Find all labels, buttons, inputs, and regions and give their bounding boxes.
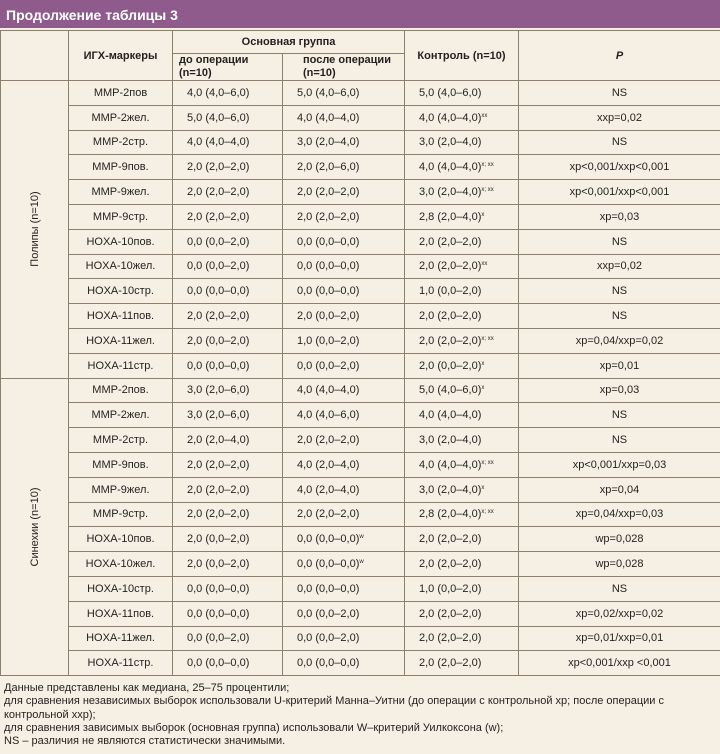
group-label-text: Синехии (n=10) (28, 487, 41, 567)
before-value: 3,0 (2,0–6,0) (187, 409, 250, 422)
marker-text: HOXA-10жел. (85, 260, 156, 273)
after-value: 4,0 (2,0–4,0) (297, 458, 360, 471)
after-cell (283, 403, 405, 428)
control-superscript: x (481, 360, 485, 367)
p-value: xp<0,001/xxp <0,001 (568, 657, 671, 670)
before-cell (173, 403, 283, 428)
control-cell (405, 105, 519, 130)
p-value: xp=0,04/xxp=0,03 (575, 508, 664, 521)
control-superscript: xx (481, 261, 488, 268)
note-line: для сравнения зависимых выборок (основная группа) использовали W–критерий Уилкоксона (w); (4, 721, 504, 734)
p-value: xp<0,001/xxp=0,03 (572, 458, 667, 471)
after-cell (283, 328, 405, 353)
marker-text: MMP-2жел. (91, 409, 150, 422)
after-value: 5,0 (4,0–6,0) (297, 86, 360, 99)
marker-cell (69, 452, 173, 477)
after-cell (283, 180, 405, 205)
control-value: 2,0 (2,0–2,0) (419, 632, 482, 645)
header-empty (1, 31, 69, 81)
marker-cell (69, 403, 173, 428)
table-row (1, 527, 720, 552)
before-value: 2,0 (2,0–2,0) (187, 310, 250, 323)
marker-text: HOXA-10пов. (86, 235, 155, 248)
marker-text: MMP-2пов (93, 86, 148, 99)
before-value: 2,0 (2,0–2,0) (187, 458, 250, 471)
header-main-group: Основная группа (173, 31, 405, 54)
after-value: 0,0 (0,0–0,0) (297, 533, 360, 546)
control-value: 2,0 (2,0–2,0) (419, 607, 482, 620)
p-cell (519, 601, 720, 626)
marker-text: HOXA-11пов. (86, 310, 155, 323)
control-cell (405, 81, 519, 106)
marker-cell (69, 353, 173, 378)
after-value: 0,0 (0,0–2,0) (297, 607, 360, 620)
marker-cell (69, 130, 173, 155)
control-value: 4,0 (4,0–4,0) (419, 409, 482, 422)
p-value: xxp=0,02 (597, 111, 642, 124)
control-value: 3,0 (2,0–4,0) (419, 434, 482, 447)
marker-text: HOXA-10стр. (87, 582, 154, 595)
header-p: P (519, 31, 720, 81)
p-cell (519, 502, 720, 527)
before-value: 0,0 (0,0–0,0) (187, 359, 250, 372)
after-superscript: w (359, 534, 364, 541)
after-cell (283, 353, 405, 378)
after-value: 1,0 (0,0–2,0) (297, 334, 360, 347)
before-value: 0,0 (0,0–2,0) (187, 632, 250, 645)
before-cell (173, 155, 283, 180)
table-row (1, 279, 720, 304)
table-row (1, 81, 720, 106)
after-cell (283, 254, 405, 279)
p-value: xp<0,001/xxp<0,001 (569, 186, 670, 199)
after-cell (283, 81, 405, 106)
p-cell (519, 254, 720, 279)
after-cell (283, 428, 405, 453)
control-superscript: x; xx (481, 509, 494, 516)
after-value: 2,0 (2,0–2,0) (297, 210, 360, 223)
table-row (1, 155, 720, 180)
marker-cell (69, 279, 173, 304)
control-value: 5,0 (4,0–6,0) (419, 384, 482, 397)
before-cell (173, 502, 283, 527)
after-value: 0,0 (0,0–0,0) (297, 558, 360, 571)
p-cell (519, 576, 720, 601)
table-row (1, 378, 720, 403)
marker-cell (69, 428, 173, 453)
control-cell (405, 601, 519, 626)
p-cell (519, 105, 720, 130)
marker-text: HOXA-10жел. (85, 558, 156, 571)
table-row (1, 229, 720, 254)
after-value: 4,0 (2,0–4,0) (297, 483, 360, 496)
p-value: xp=0,01 (599, 359, 640, 372)
control-cell (405, 279, 519, 304)
marker-text: HOXA-10пов. (86, 533, 155, 546)
p-value: xxp=0,02 (597, 260, 642, 273)
before-value: 0,0 (0,0–0,0) (187, 582, 250, 595)
after-cell (283, 452, 405, 477)
before-value: 2,0 (2,0–2,0) (187, 483, 250, 496)
control-superscript: x; xx (481, 335, 494, 342)
after-cell (283, 552, 405, 577)
p-value: xp=0,03 (599, 210, 640, 223)
marker-text: HOXA-11пов. (86, 607, 155, 620)
before-cell (173, 180, 283, 205)
note-line: NS – различия не являются статистически значимыми. (4, 735, 286, 748)
after-cell (283, 576, 405, 601)
control-cell (405, 452, 519, 477)
p-value: NS (611, 285, 628, 298)
after-cell (283, 105, 405, 130)
before-value: 2,0 (0,0–2,0) (187, 533, 250, 546)
control-cell (405, 353, 519, 378)
p-cell (519, 353, 720, 378)
control-cell (405, 204, 519, 229)
table-row (1, 651, 720, 676)
control-value: 5,0 (4,0–6,0) (419, 86, 482, 99)
marker-cell (69, 477, 173, 502)
control-value: 2,0 (2,0–2,0) (419, 260, 482, 273)
control-superscript: x (481, 211, 485, 218)
table-row (1, 180, 720, 205)
control-cell (405, 378, 519, 403)
control-value: 4,0 (4,0–4,0) (419, 161, 482, 174)
header-control: Контроль (n=10) (405, 31, 519, 81)
table-row (1, 428, 720, 453)
after-value: 4,0 (4,0–4,0) (297, 384, 360, 397)
before-value: 4,0 (4,0–4,0) (187, 136, 250, 149)
p-cell (519, 403, 720, 428)
control-superscript: xx (481, 112, 488, 119)
marker-text: MMP-2пов. (92, 384, 149, 397)
before-cell (173, 651, 283, 676)
data-table (0, 30, 720, 676)
before-cell (173, 254, 283, 279)
before-cell (173, 477, 283, 502)
control-value: 2,0 (2,0–2,0) (419, 334, 482, 347)
p-cell (519, 378, 720, 403)
p-cell (519, 155, 720, 180)
before-value: 0,0 (0,0–0,0) (187, 607, 250, 620)
control-cell (405, 651, 519, 676)
marker-cell (69, 552, 173, 577)
marker-text: HOXA-11жел. (86, 632, 155, 645)
marker-text: MMP-2стр. (92, 434, 149, 447)
p-value: xp=0,04/xxp=0,02 (575, 334, 664, 347)
table-body (1, 81, 720, 676)
after-cell (283, 130, 405, 155)
before-value: 2,0 (2,0–2,0) (187, 186, 250, 199)
before-value: 2,0 (0,0–2,0) (187, 334, 250, 347)
marker-text: HOXA-11стр. (87, 657, 154, 670)
before-value: 2,0 (2,0–2,0) (187, 210, 250, 223)
control-cell (405, 229, 519, 254)
marker-text: MMP-2жел. (91, 111, 150, 124)
before-cell (173, 626, 283, 651)
table-row (1, 254, 720, 279)
p-cell (519, 452, 720, 477)
table-row (1, 452, 720, 477)
p-cell (519, 204, 720, 229)
after-value: 4,0 (4,0–4,0) (297, 111, 360, 124)
p-value: NS (611, 582, 628, 595)
after-value: 2,0 (0,0–2,0) (297, 310, 360, 323)
before-value: 0,0 (0,0–2,0) (187, 260, 250, 273)
before-value: 2,0 (2,0–2,0) (187, 161, 250, 174)
marker-text: MMP-9пов. (92, 458, 149, 471)
p-value: NS (611, 310, 628, 323)
after-cell (283, 626, 405, 651)
control-superscript: x; xx (481, 162, 494, 169)
before-cell (173, 576, 283, 601)
control-cell (405, 626, 519, 651)
control-cell (405, 254, 519, 279)
control-superscript: x (481, 385, 485, 392)
marker-text: MMP-9стр. (92, 508, 149, 521)
after-value: 2,0 (2,0–2,0) (297, 434, 360, 447)
marker-cell (69, 180, 173, 205)
control-value: 3,0 (2,0–4,0) (419, 483, 482, 496)
p-value: NS (611, 86, 628, 99)
before-value: 0,0 (0,0–0,0) (187, 657, 250, 670)
marker-cell (69, 105, 173, 130)
after-cell (283, 229, 405, 254)
marker-cell (69, 626, 173, 651)
table-title: Продолжение таблицы 3 (0, 0, 720, 28)
p-cell (519, 651, 720, 676)
after-cell (283, 601, 405, 626)
p-value: xp<0,001/xxp<0,001 (569, 161, 670, 174)
after-value: 4,0 (4,0–6,0) (297, 409, 360, 422)
p-cell (519, 428, 720, 453)
after-value: 0,0 (0,0–0,0) (297, 657, 360, 670)
p-value: NS (611, 136, 628, 149)
after-value: 0,0 (0,0–0,0) (297, 582, 360, 595)
p-cell (519, 180, 720, 205)
p-cell (519, 527, 720, 552)
before-value: 4,0 (4,0–6,0) (187, 86, 250, 99)
marker-text: HOXA-11стр. (87, 359, 154, 372)
control-value: 2,0 (2,0–2,0) (419, 533, 482, 546)
after-value: 3,0 (2,0–4,0) (297, 136, 360, 149)
after-value: 0,0 (0,0–2,0) (297, 632, 360, 645)
after-value: 2,0 (2,0–2,0) (297, 186, 360, 199)
before-cell (173, 279, 283, 304)
control-cell (405, 130, 519, 155)
before-cell (173, 552, 283, 577)
after-value: 2,0 (2,0–2,0) (297, 508, 360, 521)
table-row (1, 502, 720, 527)
marker-cell (69, 304, 173, 329)
after-cell (283, 279, 405, 304)
control-value: 3,0 (2,0–4,0) (419, 186, 482, 199)
marker-cell (69, 155, 173, 180)
control-superscript: x; xx (481, 459, 494, 466)
marker-cell (69, 651, 173, 676)
header-after: после операции (n=10) (283, 54, 405, 81)
after-value: 2,0 (2,0–6,0) (297, 161, 360, 174)
before-value: 0,0 (0,0–2,0) (187, 235, 250, 248)
marker-text: MMP-9стр. (92, 210, 149, 223)
table-row (1, 304, 720, 329)
p-cell (519, 304, 720, 329)
after-cell (283, 304, 405, 329)
group-label (1, 378, 69, 676)
marker-text: HOXA-11жел. (86, 334, 155, 347)
marker-cell (69, 378, 173, 403)
control-value: 2,8 (2,0–4,0) (419, 210, 482, 223)
marker-cell (69, 576, 173, 601)
marker-cell (69, 204, 173, 229)
table-row (1, 105, 720, 130)
before-value: 2,0 (2,0–4,0) (187, 434, 250, 447)
control-value: 2,0 (0,0–2,0) (419, 359, 482, 372)
p-cell (519, 279, 720, 304)
after-cell (283, 155, 405, 180)
control-cell (405, 527, 519, 552)
control-cell (405, 403, 519, 428)
before-cell (173, 304, 283, 329)
after-value: 0,0 (0,0–2,0) (297, 359, 360, 372)
after-value: 0,0 (0,0–0,0) (297, 285, 360, 298)
before-cell (173, 378, 283, 403)
after-cell (283, 651, 405, 676)
p-cell (519, 229, 720, 254)
control-value: 2,0 (2,0–2,0) (419, 657, 482, 670)
table-row (1, 353, 720, 378)
before-cell (173, 328, 283, 353)
header-before: до операции (n=10) (173, 54, 283, 81)
table-row (1, 477, 720, 502)
before-cell (173, 527, 283, 552)
before-cell (173, 229, 283, 254)
p-value: xp=0,03 (599, 384, 640, 397)
marker-text: MMP-9пов. (92, 161, 149, 174)
before-cell (173, 105, 283, 130)
before-value: 0,0 (0,0–0,0) (187, 285, 250, 298)
note-line: Данные представлены как медиана, 25–75 процентили; (4, 682, 290, 694)
control-value: 2,0 (2,0–2,0) (419, 310, 482, 323)
p-value: xp=0,01/xxp=0,01 (575, 632, 664, 645)
p-value: xp=0,02/xxp=0,02 (575, 607, 664, 620)
p-value: wp=0,028 (595, 558, 644, 571)
control-cell (405, 502, 519, 527)
control-superscript: x (481, 484, 485, 491)
marker-cell (69, 502, 173, 527)
after-cell (283, 477, 405, 502)
before-value: 2,0 (0,0–2,0) (187, 558, 250, 571)
before-cell (173, 428, 283, 453)
control-value: 4,0 (4,0–4,0) (419, 458, 482, 471)
after-value: 0,0 (0,0–0,0) (297, 235, 360, 248)
marker-cell (69, 601, 173, 626)
marker-cell (69, 328, 173, 353)
before-cell (173, 81, 283, 106)
before-value: 3,0 (2,0–6,0) (187, 384, 250, 397)
control-value: 1,0 (0,0–2,0) (419, 285, 482, 298)
control-cell (405, 576, 519, 601)
note-line: для сравнения независимых выборок использовали U-критерий Манна–Уитни (до операции с контрольной xp; после операции с контрольной xxp); (4, 695, 664, 721)
p-cell (519, 626, 720, 651)
after-cell (283, 378, 405, 403)
p-value: wp=0,028 (595, 533, 644, 546)
control-cell (405, 552, 519, 577)
marker-cell (69, 229, 173, 254)
table-row (1, 130, 720, 155)
table-row (1, 601, 720, 626)
table-row (1, 403, 720, 428)
marker-cell (69, 81, 173, 106)
before-cell (173, 353, 283, 378)
p-cell (519, 477, 720, 502)
after-cell (283, 527, 405, 552)
control-cell (405, 328, 519, 353)
table-row (1, 626, 720, 651)
table-row (1, 576, 720, 601)
table-row (1, 204, 720, 229)
control-superscript: x; xx (481, 187, 494, 194)
p-cell (519, 81, 720, 106)
before-cell (173, 204, 283, 229)
after-value: 0,0 (0,0–0,0) (297, 260, 360, 273)
marker-cell (69, 527, 173, 552)
before-value: 2,0 (2,0–2,0) (187, 508, 250, 521)
table-notes (4, 682, 716, 748)
table-row (1, 328, 720, 353)
marker-text: MMP-9жел. (91, 186, 150, 199)
p-cell (519, 130, 720, 155)
p-value: NS (611, 434, 628, 447)
control-cell (405, 428, 519, 453)
control-value: 2,0 (2,0–2,0) (419, 558, 482, 571)
after-cell (283, 502, 405, 527)
control-value: 1,0 (0,0–2,0) (419, 582, 482, 595)
control-value: 3,0 (2,0–4,0) (419, 136, 482, 149)
before-cell (173, 601, 283, 626)
group-label-text: Полипы (n=10) (28, 191, 41, 267)
control-value: 2,8 (2,0–4,0) (419, 508, 482, 521)
control-value: 2,0 (2,0–2,0) (419, 235, 482, 248)
marker-text: MMP-9жел. (91, 483, 150, 496)
group-label (1, 81, 69, 379)
before-cell (173, 452, 283, 477)
marker-cell (69, 254, 173, 279)
p-value: xp=0,04 (599, 483, 640, 496)
p-cell (519, 552, 720, 577)
after-superscript: w (359, 559, 364, 566)
table-row (1, 552, 720, 577)
p-value: NS (611, 409, 628, 422)
marker-text: HOXA-10стр. (87, 285, 154, 298)
header-marker: ИГХ-маркеры (69, 31, 173, 81)
marker-text: MMP-2стр. (92, 136, 149, 149)
p-cell (519, 328, 720, 353)
control-cell (405, 180, 519, 205)
control-cell (405, 155, 519, 180)
control-value: 4,0 (4,0–4,0) (419, 111, 482, 124)
control-cell (405, 477, 519, 502)
control-cell (405, 304, 519, 329)
before-cell (173, 130, 283, 155)
after-cell (283, 204, 405, 229)
p-value: NS (611, 235, 628, 248)
before-value: 5,0 (4,0–6,0) (187, 111, 250, 124)
